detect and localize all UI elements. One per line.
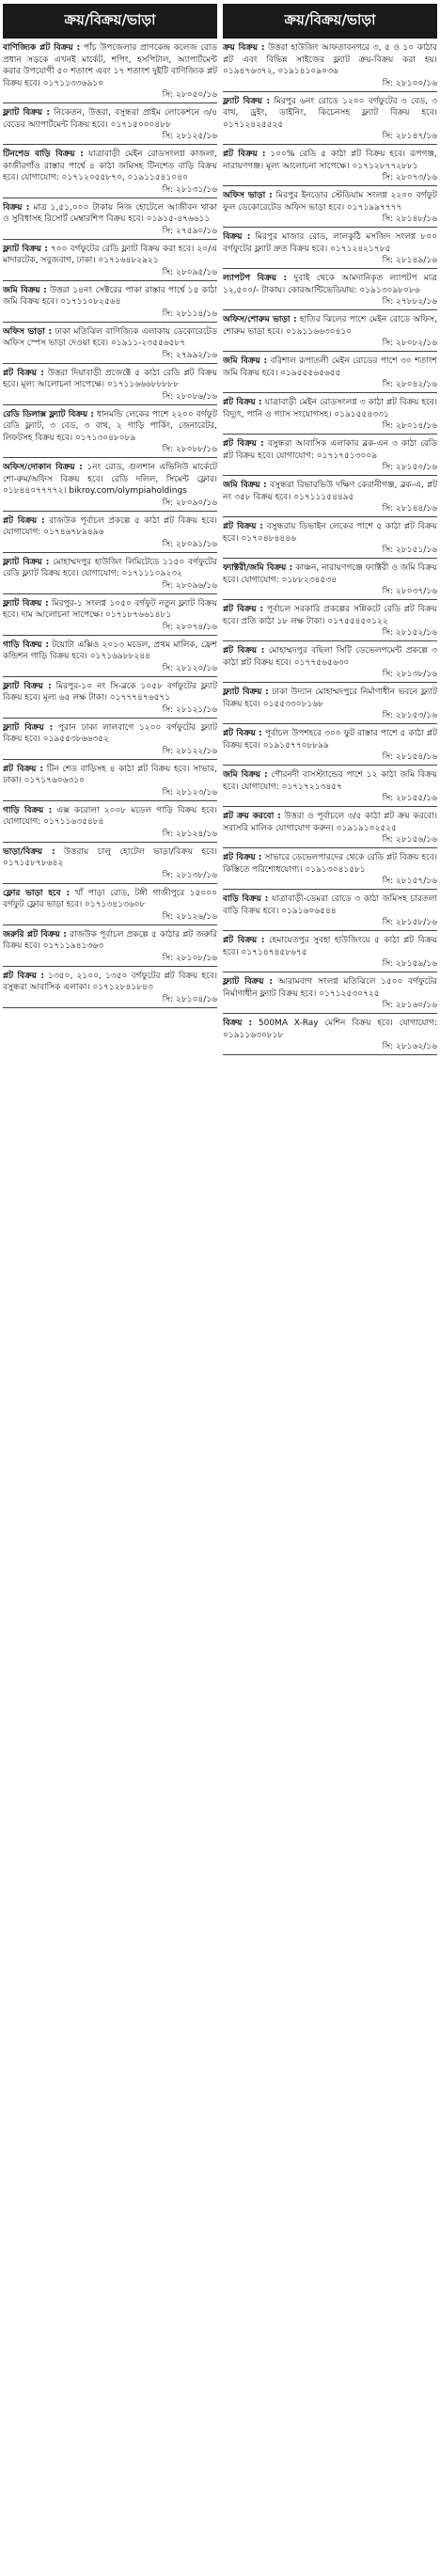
ad-divider (223, 723, 437, 724)
ad-divider (223, 930, 437, 931)
ad-divider (3, 842, 217, 843)
ad-body: গৌরনদী বাসস্ট্যান্ডের পাশে ১২ কাঠা জমি বিক্রয় হবে। যোগাযোগ: ০১৭১৭২১৩৪৫৭ (223, 770, 437, 792)
ad-divider (3, 718, 217, 719)
ad-divider (223, 268, 437, 269)
ad-body: এক্স করোলা ২০০৮ মডেল গাড়ি বিক্রয় হবে। যোগাযোগ: ০১৭১১৬৩৫৪৮৪ (3, 805, 217, 827)
ad-divider (3, 1007, 217, 1008)
classified-ad (223, 687, 437, 721)
ad-code: সি: ২৮১৫৪/১৬ (382, 752, 437, 762)
classified-ad (3, 681, 217, 716)
ad-title: টিনশেড বাড়ি বিক্রয় : (3, 150, 84, 159)
ad-code: সি: ২৮০৫০/১৬ (162, 90, 217, 100)
ad-title: প্লট বিক্রয় : (223, 853, 262, 862)
ad-body: রাজউক পূর্বাচল প্রকল্পে ৫ কাঠার প্লট জরুরি বিক্রয় হবে। ০১৭১১৯৪১৩৬৩ (3, 929, 217, 951)
classified-ad (3, 805, 217, 840)
ad-divider (223, 1013, 437, 1014)
ad-divider (223, 516, 437, 517)
ad-code: সি: ২৮০১৪/১৬ (382, 421, 437, 431)
classified-ad (3, 42, 217, 101)
ad-divider (3, 322, 217, 323)
ad-code: সি: ২৭৮৮২/১৬ (382, 297, 437, 307)
classified-ad (223, 604, 437, 639)
ad-code: সি: ২৮১৫১/১৬ (382, 545, 437, 555)
ad-divider (223, 227, 437, 228)
ad-title: অফিস ভাড়া : (223, 191, 273, 200)
ad-body: মিরপুর ৬নং রোডে ১২০০ বর্গফুটের ৩ বেড, ৩ বাথ, ড্রইং, ডাইনিং, কিচেনসহ ফ্ল্যাট বিক্রয় হবে। ০১৭১২৪২৫৫২৫ (223, 96, 437, 130)
ad-divider (3, 759, 217, 760)
ad-code: সি: ২৮০৯০/১৬ (162, 498, 217, 508)
ad-code: সি: ২৮০৯৫/১৬ (162, 267, 217, 277)
ad-body: বসুন্ধরা রিভারভিউ দক্ষিণ কেরানীগঞ্জ, ব্লক-এ, প্লট নং ৩৫৮ বিক্রয় হবে। ০১৭১১১৫৪৪৯৫ (223, 481, 437, 502)
ad-code: সি: ২৭৫৯০/১৬ (162, 226, 217, 236)
ad-title: ল্যাপটপ বিক্রয় : (223, 274, 288, 283)
ad-body: ঢাকা উদ্যান মোহাম্মদপুরে নির্মাণাধীন ভবনে ফ্ল্যাট বিক্রয় হবে। ০১৫৫৩৩০৮১৬৮ (223, 687, 437, 709)
ad-title: প্লট বিক্রয় : (223, 936, 265, 945)
ad-title: জমি বিক্রয় : (223, 770, 268, 780)
classified-ad (3, 846, 217, 881)
ad-divider (3, 457, 217, 458)
ad-code: সি: ২৮০৩৭/১৬ (382, 587, 437, 596)
classified-ad (3, 557, 217, 592)
ad-divider (223, 847, 437, 848)
ad-divider (223, 640, 437, 641)
classified-ad (223, 231, 437, 266)
classified-ad (3, 107, 217, 142)
classified-ad (223, 935, 437, 970)
classified-ad (3, 598, 217, 633)
classified-ad (223, 314, 437, 349)
ad-divider (3, 966, 217, 967)
ad-title: জরুরি প্লট বিক্রয় : (3, 929, 67, 940)
ad-divider (223, 1054, 437, 1055)
ad-body: টিন শেড বাড়িসহ ৪ কাঠা প্লট বিক্রয় হবে। সাভার, ঢাকা। ০১৭১৭৬০৬৩১০ (3, 764, 217, 785)
ad-title: বাড়ি বিক্রয় : (223, 894, 269, 904)
classified-ad (223, 149, 437, 183)
ad-title: প্লট বিক্রয় : (223, 605, 264, 614)
section-header: ক্রয়/বিক্রয়/ভাড়া (223, 4, 437, 39)
ad-body: মোহাম্মদপুর হাউজিং লিমিটেডে ১১৫০ বর্গফুটের রেডি ফ্ল্যাট বিক্রয় হবে। যোগাযোগ: ০১৭১১১০৯২৩২ (3, 557, 217, 578)
ad-divider (223, 765, 437, 766)
ad-code: সি: ২৮১২৪/১৬ (162, 829, 217, 839)
classified-ad (223, 521, 437, 556)
ad-divider (3, 363, 217, 364)
ad-code: সি: ২৮১২৫/১৬ (162, 132, 217, 141)
ad-body: হেমায়েতপুর সুবহা হাউজিংয়ে ৫ কাঠা প্লট বিক্রয় হবে। ০১৭১৪৭৪৫৮৬৭৫ (223, 936, 437, 957)
ad-title: প্লট বিক্রয় : (3, 515, 45, 526)
ad-title: প্লট বিক্রয় : (3, 764, 44, 774)
ad-code: সি: ২৮১১৪/১৬ (162, 308, 217, 319)
ad-code: সি: ২৮১৩৮/১৬ (162, 870, 217, 880)
ad-divider (3, 635, 217, 636)
ad-title: ফ্ল্যাট বিক্রয় : (3, 557, 50, 567)
ads-list-left (3, 42, 217, 1012)
ad-code: সি: ২৮০৮৬/১৬ (162, 391, 217, 402)
ad-title: বিক্রয় : (3, 202, 30, 213)
ad-body: টয়োটা এক্সিও ২০১৩ মডেল, প্রথম মালিক, ফ্রেশ কন্ডিশন গাড়ি বিক্রয় হবে। ০১৭১৬৯৮৮২৪৪ (3, 640, 217, 661)
ad-title: ফ্ল্যাট বিক্রয় : (223, 977, 273, 987)
ad-code: সি: ২৮১৬০/১৬ (382, 1001, 437, 1010)
ad-title: প্লট বিক্রয় : (223, 646, 265, 656)
ad-title: ফ্ল্যাট বিক্রয় : (3, 681, 52, 691)
ad-code: সি: ২৮১৫৭/১৬ (382, 877, 437, 886)
ad-divider (3, 552, 217, 553)
classified-ad (3, 149, 217, 196)
ad-title: ফ্ল্যাট বিক্রয় : (3, 598, 49, 608)
ad-body: নিকেতন, উত্তরা, বসুন্ধরা প্রাইম লোকেশনে ৩/৪ বেডের অ্যাপার্টমেন্ট বিক্রয় হবে। ০১৭১৫০০০৪৮৮ (3, 108, 217, 130)
ad-divider (3, 511, 217, 512)
classified-ad (223, 273, 437, 308)
ad-title: ফ্যাক্টরী/জমি বিক্রয় : (223, 563, 293, 573)
classified-ad (223, 438, 437, 473)
ad-body: যাত্রাবাড়ী মেইন রোডসংলগ্ন ৩ কাঠা প্লট বিক্রয় হবে। বিদ্যুৎ, পানি ও গ্যাস সংযোগসহ। ০১৯১৫৫৪৩৩১ (223, 398, 437, 419)
ad-title: অফিস/দোকান বিক্রয় : (3, 463, 83, 472)
ad-title: প্লট বিক্রয় : (223, 729, 262, 738)
ad-code: সি: ২৮১৫৯/১৬ (382, 959, 437, 969)
ad-code: সি: ২৮০৭৩/১৬ (382, 173, 437, 182)
ad-body: আরামবাগ সংলগ্ন মতিঝিলে ১৫০০ বর্গফুটের নির্মাণাধীন ফ্ল্যাট বিক্রয় হবে। ০১৭১২৫৩০৭২৫ (223, 977, 437, 999)
ad-title: প্লট বিক্রয় : (223, 150, 266, 159)
ad-divider (3, 239, 217, 240)
ad-body: 500MA X-Ray মেশিন বিক্রয় হবে। যোগাযোগ: ০১৯১১৬৩০৮১৮ (223, 1019, 437, 1040)
ad-title: ভাড়া/বিক্রয় : (3, 846, 55, 857)
ad-title: প্লট ক্রয় করবো : (223, 812, 281, 821)
ad-divider (223, 806, 437, 807)
column-left (3, 4, 217, 2572)
ad-body: উত্তরা দিয়াবাড়ী প্রজেক্টে ৫ কাঠা রেডি প্লট বিক্রয় হবে। মূল্য আলোচনা সাপেক্ষে। ০১৭১১৬৬৬৮৮৮৮৮ (3, 368, 217, 389)
ad-body: পুরান ঢাকা লালবাগে ১২০০ বর্গফুটের ফ্ল্যাট বিক্রয় হবে। ০১৯৫৫৩৮৬৬৩৫২ (3, 722, 217, 744)
ad-body: মাত্র ১,৫১,০০০ টাকায় নিজ হোটেলে আজীবন থাকা ও সুবিধাসহ রিসোর্ট মেম্বারশিপ বিক্রয় হবে। ০১৯১৫-৪৭৬৬১১ (3, 202, 217, 224)
classified-ad (3, 515, 217, 550)
ad-body: দুবাই থেকে আমদানিকৃত ল্যাপটপ মাত্র ১২,৫০০/- টাকায়। কোরআন্টিভেডিয়ায়: ০১৯১৩০৯৮০৮৬ (223, 274, 437, 295)
ad-body: পূর্বাচল সরকারি প্রকল্পের সন্নিকটে রেডি প্লট বিক্রয় হবে। প্রতি কাঠা ১৮ লক্ষ টাকা। ০১৭৫৫৪৫০১২২ (223, 605, 437, 626)
ad-code: সি: ২৮১২১/১৬ (162, 704, 217, 715)
classified-ad (3, 888, 217, 923)
ad-body: সাভারে ডেভেলপারদের থেকে রেডি প্লট বিক্রয় হবে। কিস্তিতে পরিশোধযোগ্য। ০১৯১৩০৪১৫৮১ (223, 853, 437, 875)
ad-code: সি: ২৮০৪২/১৬ (382, 380, 437, 389)
classified-ad (223, 769, 437, 804)
ad-body: বসুন্ধরায় ডিভাইন লেকের পাশে ৫ কাঠা প্লট বিক্রয় হবে। ০১৭০৪৮৪৪৪৬ (223, 522, 437, 544)
ad-title: ফ্ল্যাট বিক্রয় : (3, 722, 54, 733)
ad-body: ধানমন্ডি লেকের পাশে ২২০০ বর্গফুট রেডি ফ্ল্যাট, ৩ বেড, ৩ বাথ, ২ গাড়ি পার্কিং, জেনারেটর, লিফটসহ বিক্রয় হবে। ০১৭১৩০৪৮০৮৯ (3, 409, 217, 443)
ad-divider (3, 144, 217, 145)
ad-code: সি: ২৮১৫০/১৬ (382, 463, 437, 472)
classified-ad (223, 397, 437, 432)
ad-body: উত্তরা হাউজিং আফতাবনগরে ৩, ৫ ও ১০ কাঠার প্লট এবং বিভিন্ন সাইজের ফ্ল্যাট ক্রয়-বিক্রয় করা হয়। ০১৯৪৭৬৩৭২, ০১৯১৪১০৯০৩৬ (223, 43, 437, 76)
ad-divider (223, 682, 437, 683)
ad-code: সি: ২৮১৪৭/১৬ (382, 132, 437, 141)
ad-body: যাত্রাবাড়ী-ডেমরা রোডে ৩ কাঠা জমিসহ চারতলা বাড়ি বিক্রয় হবে। ০১৯১৬০৬৫৪৪ (223, 894, 437, 916)
columns-container (3, 4, 437, 2572)
ad-title: প্লট বিক্রয় : (3, 971, 44, 981)
ad-divider (223, 475, 437, 476)
ad-body: ১৩৫০, ২১০০, ১৩৫০ বর্গফুটের প্লট বিক্রয় হবে। বসুন্ধরা আবাসিক এলাকা। ০১৭১২৮৪১৮৪৩ (3, 971, 217, 992)
classified-ad (223, 480, 437, 514)
classified-ad (3, 244, 217, 278)
ad-body: বসুন্ধরা আবাসিক এলাকার ব্লক-এন ৩ কাঠা রেডি প্লট বিক্রয় হবে। যোগাযোগ: ০১৭১৭৫১৩০০৯ (223, 439, 437, 461)
ad-code: সি: ২৮১৫৬/১৬ (382, 835, 437, 845)
classified-ad (223, 1018, 437, 1052)
ad-body: ৭০০ বর্গফুটের রেডি ফ্ল্যাট বিক্রয় করা হবে। ২০/এ মাদারটেক, সবুজবাগ, ঢাকা। ০১৭১৬৪৮২৯২১ (3, 244, 217, 265)
classified-ad (3, 285, 217, 320)
ad-title: প্লট বিক্রয় : (3, 368, 44, 378)
ad-title: প্লট বিক্রয় : (223, 522, 263, 531)
ad-divider (3, 883, 217, 884)
ad-divider (223, 392, 437, 393)
ad-divider (223, 889, 437, 890)
ad-code: সি: ২৮১৪৮/১৬ (382, 214, 437, 224)
classified-ad (3, 929, 217, 964)
ad-title: ফ্ল্যাট বিক্রয় : (223, 96, 271, 106)
classified-ad (223, 976, 437, 1011)
ad-divider (223, 599, 437, 600)
ad-title: প্লট বিক্রয় : (223, 439, 264, 449)
ad-title: ফ্লোর ভাড়া হবে : (3, 888, 71, 898)
ad-code: সি: ২৮০৭৪/১৬ (162, 622, 217, 632)
classified-ad (3, 409, 217, 456)
ad-body: উত্তরা ও পূর্বাচলে ৩/৫ কাঠা প্লট ক্রয় করবো। সরাসরি মালিক যোগাযোগ করুন। ০১৯১৯১০২৫২৫ (223, 812, 437, 833)
classified-ad (223, 356, 437, 390)
ad-code: সি: ২৮০৯১/১৬ (162, 539, 217, 549)
ad-divider (3, 800, 217, 801)
classified-ad (223, 893, 437, 928)
classified-ad (3, 764, 217, 798)
ad-title: গাড়ি বিক্রয় : (3, 805, 53, 815)
ad-code: সি: ২৮১৬২/১৬ (382, 1042, 437, 1051)
ad-title: জমি বিক্রয় : (3, 285, 47, 295)
ad-code: সি: ২৮১৫৫/১৬ (382, 794, 437, 803)
ad-divider (223, 434, 437, 435)
ad-title: বিক্রয় : (223, 1019, 253, 1028)
ad-title: গাড়ি বিক্রয় : (3, 640, 49, 650)
ad-title: অফিস ভাড়া : (3, 326, 53, 337)
ad-code: সি: ২৮১৫৩/১৬ (382, 711, 437, 720)
ad-body: ১০০% রেডি ৫ কাঠা প্লট বিক্রয় হবে। রূপগঞ্জ, নারায়ণগঞ্জ। মূল্য আলোচনা সাপেক্ষে। ০১৭১২৮৭৭২৮৮১ (223, 150, 437, 171)
ad-code: সি: ২৭৯৯২/১৬ (162, 350, 217, 360)
ad-code: সি: ২৮১৫২/১৬ (382, 628, 437, 638)
ad-body: মোহাম্মদপুর বছিলা সিটি ডেভেলপমেন্ট প্রকল্পে ৩ কাঠা প্লট বিক্রয় হবে। ০১৭৭৫৬৫৬৩০ (223, 646, 437, 668)
ad-code: সি: ২৮১০৮/১৬ (162, 953, 217, 963)
ad-code: সি: ২৮১২৩/১৬ (162, 787, 217, 798)
ad-divider (223, 144, 437, 145)
ad-code: সি: ২৮১০৪/১৬ (162, 994, 217, 1004)
classified-ad (3, 462, 217, 509)
ad-divider (223, 558, 437, 559)
ad-code: সি: ২৮১৪৪/১৬ (382, 504, 437, 514)
ad-body: ১নং রোড, গুলশান এভিনিউ মার্কেটে শো-রুম/অফিস বিক্রয় হবে। রেডি দলিল, সিমেন্ট ফ্লোর। ০১৮৪৪০৭৭৭৭২। bikroy.com/olympiaholdings (3, 463, 217, 496)
ad-body: বরিশাল রূপাতলী মেইন রোডের পাশে ৩০ শতাংশ জমি বিক্রয় হবে। ০১৯৫৫৫৬৫৬৫৫ (223, 356, 437, 378)
classified-ad (3, 971, 217, 1005)
section-header: ক্রয়/বিক্রয়/ভাড়া (3, 4, 217, 39)
classified-ad (223, 190, 437, 225)
ad-body: খাঁ পাড়া রোড, টঙ্গী গাজীপুরে ১৫০০০ বর্গফুট ফ্লোর ভাড়া হবে। ০১৭১৩৪১৩৬০৮ (3, 888, 217, 909)
classified-ad (223, 852, 437, 887)
ad-code: সি: ২৮১৩১/১৬ (162, 184, 217, 195)
ad-divider (3, 404, 217, 405)
ad-divider (223, 185, 437, 186)
ad-divider (223, 309, 437, 310)
ad-code: সি: ২৮১২০/১৬ (162, 663, 217, 673)
ad-title: রেডি ডিলাক্স ফ্ল্যাট বিক্রয় : (3, 409, 94, 419)
ad-title: প্লট বিক্রয় : (223, 398, 262, 407)
classified-ad (3, 722, 217, 757)
ad-code: সি: ২৮১২৬/১৬ (162, 911, 217, 922)
classified-ad (223, 96, 437, 143)
classified-ad (3, 368, 217, 403)
classified-ad (223, 811, 437, 845)
classified-ad (3, 640, 217, 674)
ad-code: সি: ২৮০৮২/১৬ (382, 339, 437, 348)
ad-body: কাঞ্চন, নারায়ণগঞ্জে ফ্যাক্টরী ও জমি বিক্রয় হবে। যোগাযোগ: ০১৮৮২৩৪৫৩৪ (223, 563, 437, 585)
ad-title: জমি বিক্রয় : (223, 481, 267, 490)
ad-code: সি: ২৮১৩৮/১৬ (382, 670, 437, 679)
ad-body: রাজউক পূর্বাচল প্রকল্পে ৫ কাঠা প্লট বিক্রয় হবে। যোগাযোগ: ০১৭৪৬৭৮৯৪৯৬ (3, 515, 217, 537)
ad-divider (223, 351, 437, 352)
ad-title: ফ্ল্যাট বিক্রয় : (223, 687, 269, 697)
ad-body: পাঁচ উপজেলার প্রাণকেন্দ্র কলেজ রোড প্রধান সড়কে এখনই মার্কেট, শপিং, হসপিটাল, অ্যাপার্টমেন্ট করার উপযোগী ৫০ শতাংশ এবং ১৭ শতাংশ দুইটি বাণিজ্যিক প্লট বিক্রয় হবে। ০১৭১১৩৩৬৯১০ (3, 43, 217, 88)
ad-divider (3, 593, 217, 594)
ad-code: সি: ২৮১২২/১৬ (162, 746, 217, 756)
classified-ad (223, 42, 437, 89)
ad-body: উত্তরা ১৪নং সেক্টরের পাকা রাস্তার পার্শ্বে ১৫ কাঠা জমি বিক্রয় হবে। ০১৭১১০৮২৫৬৪ (3, 285, 217, 307)
ad-title: বাণিজ্যিক প্লট বিক্রয় : (3, 43, 81, 53)
ad-code: সি: ২৮১৪৯/১৬ (382, 256, 437, 265)
ad-title: ক্রয় বিক্রয় : (223, 43, 265, 53)
classified-ad (3, 326, 217, 361)
ad-code: সি: ২৮০৮৮/১৬ (162, 445, 217, 454)
ad-title: জমি বিক্রয় : (223, 356, 268, 366)
ad-body: পূর্বাচল উপশহরে ৩০০ ফুট রাস্তার পাশে ৫ কাঠা প্লট বিক্রয় হবে। ০১৯১৫৭৭০৮৮৯৯ (223, 729, 437, 751)
ad-divider (3, 280, 217, 281)
ads-list-right (223, 42, 437, 1059)
ad-code: সি: ২৮০৯৬/১৬ (162, 580, 217, 591)
ad-body: ঢাকা মতিঝিল বাণিজ্যিক এলাকায় ডেকোরেটেড অফিস স্পেস ভাড়া দেওয়া হবে। ০১৯১১-২৩৫৫৬৫৮৭ (3, 326, 217, 348)
classified-ad (3, 202, 217, 237)
classified-ad (223, 645, 437, 680)
ad-body: উত্তরায় চালু হোটেল ভাড়া/বিক্রয় হবে। ০১৭১৫৮৭৮৬৪২ (3, 846, 217, 868)
classified-ad (223, 562, 437, 597)
ad-code: সি: ২৮১০০/১৬ (382, 78, 437, 88)
ad-body: মিরপুর মাজার রোড, লালকুঠি মসজিদ সংলগ্ন ৮০০ বর্গফুটের ফ্ল্যাট দ্রুত বিক্রয় হবে। ০১৭১২৪২১৭৮৫ (223, 232, 437, 254)
ad-code: সি: ২৮১৫৮/১৬ (382, 918, 437, 927)
ad-title: ফ্ল্যাট বিক্রয় : (3, 244, 48, 254)
ad-title: বিক্রয় : (223, 232, 251, 242)
ad-body: মিরপুর-১০ নং সি-ব্লকে ১০৫৮ বর্গফুটের ফ্ল্যাট বিক্রয় হবে। মূল্য ৬৫ লক্ষ টাকা। ০১৭৭৭৪৭৬৫৭১ (3, 681, 217, 703)
ad-divider (223, 91, 437, 92)
classified-ad (223, 728, 437, 763)
ad-body: হাতির ঝিলের পাশে মেইন রোডে অফিস, শোরুম ভাড়া হবে। ০১৯১১৬৬৩০৪১০ (223, 315, 437, 337)
ad-body: মিরপুর ইনডোর স্টেডিয়াম সংলগ্ন ২২০০ বর্গফুট ফুল ডেকোরেটেড অফিস ভাড়া হবে। ০১৭১৯৯৭৭৭৭ (223, 191, 437, 213)
ad-title: ফ্ল্যাট বিক্রয় : (3, 108, 50, 118)
ad-body: মিরপুর-১ সংলগ্ন ১০৫০ বর্গফুট নতুন ফ্ল্যাট বিক্রয় হবে। দাম আলোচনা সাপেক্ষে। ০১৭১৮৭৬৬১৪৮১ (3, 598, 217, 620)
ad-divider (3, 676, 217, 677)
ad-title: অফিস/শোরুম ভাড়া : (223, 315, 297, 324)
ad-body: যাত্রাবাড়ী মেইন রোডসংলগ্ন কাজলা, কাজীরগাঁও রাস্তার পার্শ্বে ৪ কাঠা জমিসহ টিনশেড বাড়ি বিক্রয় হবে। যোগাযোগ: ০১৭১২০৫৫৮৭০, ০১৯১১৫৪১০৪০ (3, 150, 217, 182)
column-right (223, 4, 437, 2572)
